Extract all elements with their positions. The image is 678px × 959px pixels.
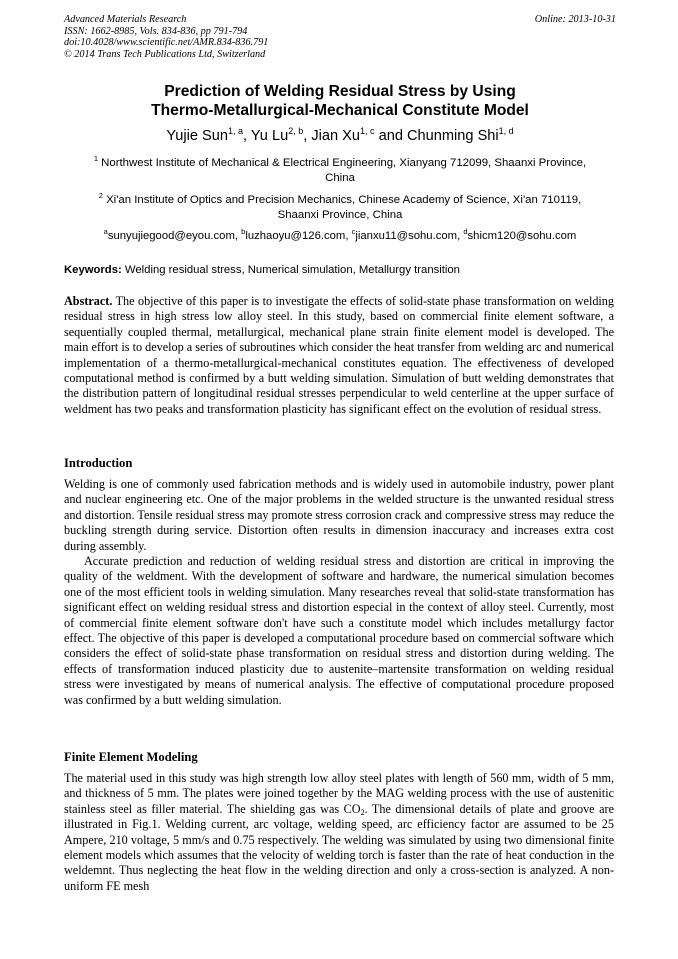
abstract <box>64 294 614 417</box>
journal-header <box>64 14 616 60</box>
fem-body <box>64 771 614 894</box>
author-separator: and <box>374 128 407 144</box>
online-date: Online: 2013-10-31 <box>534 14 616 25</box>
abstract-text: The objective of this paper is to investigate the effects of solid-state phase transformation on welding residual stress in high stress low alloy steel. In this study, based on commercial finite element software, a sequentially coupled thermal, metallurgical, mechanical plane strain finite element model is developed. The main effort is to develop a series of subroutines which consider the heat transfer from welding arc and numerical implementation of a thermo-metallurgical-mechanical constitutes equation. The effectiveness of developed computational method is confirmed by a butt welding simulation. Simulation of butt welding demonstrates that the distribution pattern of longitudinal residual stresses perpendicular to weld centerline at the upper surface of weldment has two peaks and transformation plasticity has significant effect on the evolution of residual stress. <box>64 294 614 416</box>
author-name: Yu Lu <box>250 128 289 144</box>
paper-title <box>64 82 616 120</box>
affiliation-text: Northwest Institute of Mechanical & Electrical Engineering, Xianyang 712099, Shaanxi Province, <box>101 157 587 169</box>
author-name: Jian Xu <box>311 128 361 144</box>
paragraph <box>64 771 614 894</box>
affiliation-text-cont: Shaanxi Province, China <box>277 208 403 221</box>
email-mark: d <box>463 227 468 236</box>
affiliation-text: Xi'an Institute of Optics and Precision Mechanics, Chinese Academy of Science, Xi'an 710119, <box>106 194 582 206</box>
author-affiliation-mark: 1, d <box>498 126 514 136</box>
journal-name: Advanced Materials Research <box>64 14 187 25</box>
email-link[interactable]: jianxu11@sohu.com <box>355 230 458 242</box>
author-affiliation-mark: 1, a <box>227 126 243 136</box>
email-link[interactable]: sunyujiegood@eyou.com <box>107 230 235 242</box>
keywords-text: Welding residual stress, Numerical simulation, Metallurgy transition <box>124 264 460 276</box>
keywords <box>64 263 616 277</box>
title-line-1: Prediction of Welding Residual Stress by Using <box>164 83 516 100</box>
email-list: $^a$sunyujiegood@eyou.com, $^b$luzhaoyu@126.com, $^c$jianxu11@sohu.com, $^d$shicm120@sohu.com <box>103 227 577 242</box>
author-list <box>64 127 616 145</box>
issn-line: ISSN: 1662-8985, Vols. 834-836, pp 791-794 <box>64 25 248 37</box>
subscript: 2 <box>360 807 365 817</box>
paragraph-text: The material used in this study was high strength low alloy steel plates with length of 560 mm, width of 5 mm, and thickness of 5 mm. The plates were joined together by the MAG welding process with the use of austenitic stainless steel as filler material. The shielding gas was CO <box>64 771 614 816</box>
section-heading-fem: Finite Element Modeling <box>64 750 198 764</box>
affiliation-1 <box>64 156 616 185</box>
paragraph: Accurate prediction and reduction of welding residual stress and distortion are critical in improving the quality of the weldment. With the development of software and hardware, the numerical simulation becomes one of the most efficient tools in welding simulation. Many researches reveal that solid-state transformation has significant effect on welding residual stress and distortion especial in the context of alloy steel. Currently, most of commercial finite element software don't have such a constitute model which includes metallurgy factor effect. The objective of this paper is developed a computational procedure based on commercial software which considers the effect of solid-state phase transformation on residual stress and distortion during welding. The effects of transformation induced plasticity due to austenite–martensite transformation on welding residual stress were investigated by means of numerical analysis. The effective of computational procedure proposed was confirmed by a butt welding simulation. <box>64 554 614 707</box>
email-mark: c <box>351 227 356 236</box>
affiliation-number: 2 <box>98 191 103 200</box>
section-heading-introduction: Introduction <box>64 456 133 470</box>
paragraph-text: . The dimensional details of plate and groove are illustrated in Fig.1. Welding current, arc voltage, welding speed, arc efficiency factor are assumed to be 25 Ampere, 210 voltage, 5 mm/s and 0.75 respectively. The welding was simulated by using two dimensional finite element models which assumes that the velocity of welding torch is faster than the rate of heat conduction in the weldemnt. Thus neglecting the heat flow in the welding direction and only a cross-section is analyzed. A non-uniform FE mesh <box>64 801 614 893</box>
author-separator: , <box>303 128 312 144</box>
author-affiliation-mark: 1, c <box>360 126 375 136</box>
email-mark: a <box>103 227 108 236</box>
paragraph: Welding is one of commonly used fabrication methods and is widely used in automobile industry, power plant and nuclear engineering etc. One of the major problems in the welded structure is the unwanted residual stress and distortion. Tensile residual stress may promote stress corrosion crack and compressive stress may reduce the buckling strength during service. Distortion often results in dimension inaccuracy and increases extra cost during assembly. <box>64 477 614 553</box>
email-link[interactable]: shicm120@sohu.com <box>467 230 577 242</box>
author-affiliation-mark: 2, b <box>288 126 304 136</box>
author-name: Chunming Shi <box>407 128 499 144</box>
copyright-line: © 2014 Trans Tech Publications Ltd, Switzerland <box>64 48 266 60</box>
abstract-label: Abstract. <box>64 294 113 308</box>
keywords-label: Keywords: <box>64 264 122 276</box>
affiliation-number: 1 <box>93 154 98 163</box>
author-separator: , <box>243 128 251 144</box>
affiliation-2 <box>64 193 616 222</box>
title-line-2: Thermo-Metallurgical-Mechanical Constitute Model <box>151 102 529 119</box>
email-mark: b <box>241 227 246 236</box>
email-link[interactable]: luzhaoyu@126.com <box>245 230 346 242</box>
doi-line: doi:10.4028/www.scientific.net/AMR.834-836.791 <box>64 37 269 48</box>
affiliation-text-cont: China <box>325 171 355 184</box>
author-name: Yujie Sun <box>166 128 228 144</box>
introduction-body <box>64 477 614 708</box>
